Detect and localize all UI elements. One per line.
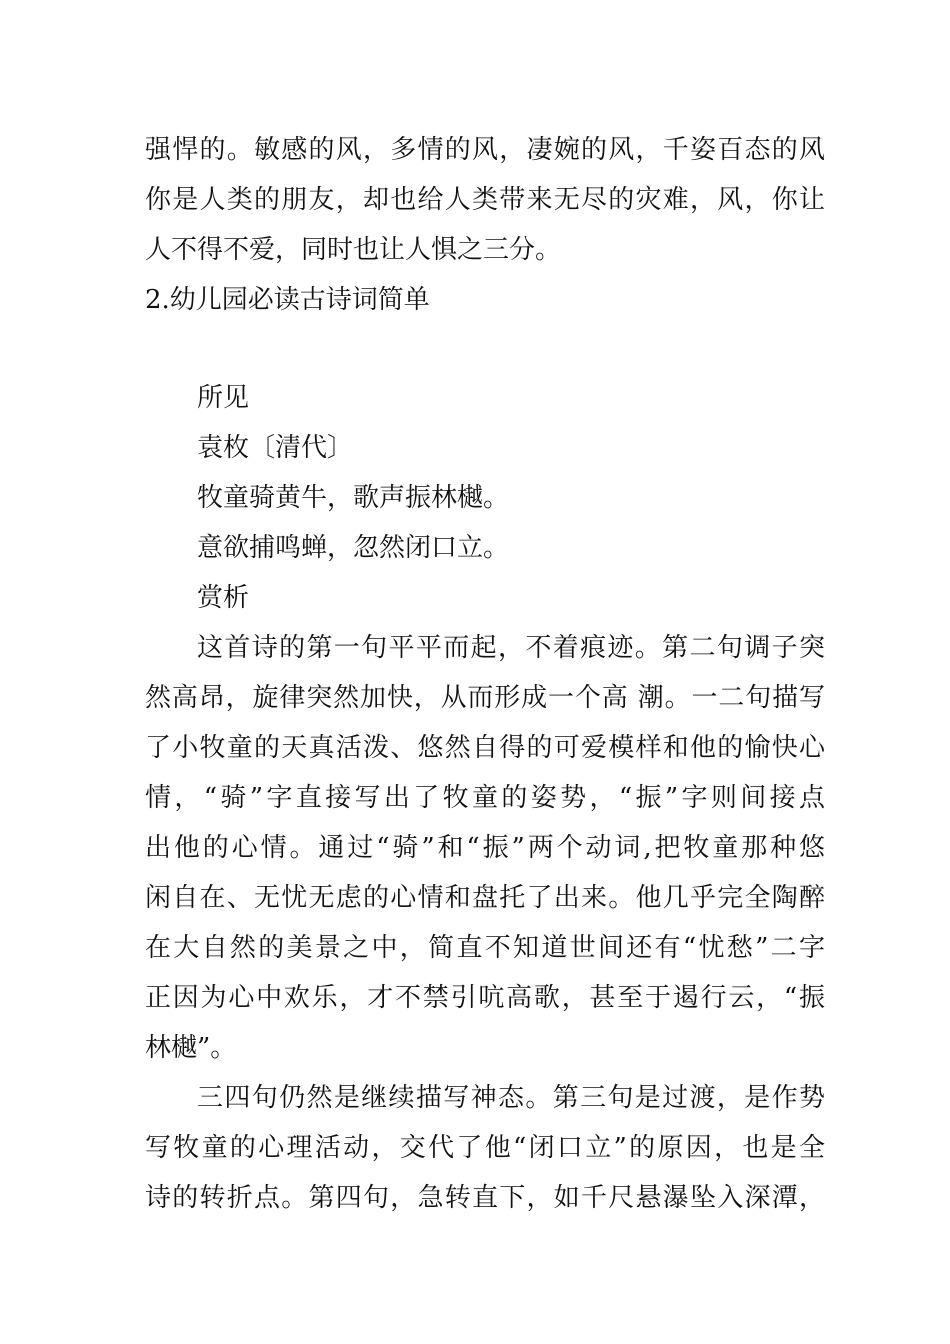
analysis-heading: 赏析 [197, 583, 250, 613]
poem-line-2: 意欲捕鸣蝉，忽然闭口立。 [197, 533, 510, 563]
analysis-p2-line-2: 写牧童的心理活动，交代了他“闭口立”的原因，也是全 [145, 1133, 825, 1163]
poem-author: 袁枚〔清代〕 [197, 433, 354, 463]
analysis-p2-line-3: 诗的转折点。第四句，急转直下，如千尺悬瀑坠入深潭， [145, 1183, 825, 1213]
top-paragraph-line-3: 人不得不爱，同时也让人惧之三分。 [145, 235, 562, 265]
analysis-p1-line-7: 在大自然的美景之中，简直不知道世间还有“忧愁”二字 [145, 933, 825, 963]
analysis-p1-line-2: 然高昂，旋律突然加快，从而形成一个高 潮。一二句描写 [145, 683, 825, 713]
analysis-p1-line-6: 闲自在、无忧无虑的心情和盘托了出来。他几乎完全陶醉 [145, 883, 825, 913]
poem-title: 所见 [197, 383, 250, 413]
analysis-p1-line-1: 这首诗的第一句平平而起，不着痕迹。第二句调子突 [197, 633, 825, 663]
analysis-p1-line-9: 林樾”。 [145, 1033, 237, 1063]
top-paragraph-line-2: 你是人类的朋友，却也给人类带来无尽的灾难，风，你让 [145, 185, 825, 215]
poem-line-1: 牧童骑黄牛，歌声振林樾。 [197, 483, 510, 513]
analysis-p2-line-1: 三四句仍然是继续描写神态。第三句是过渡，是作势 [197, 1083, 825, 1113]
analysis-p1-line-3: 了小牧童的天真活泼、悠然自得的可爱模样和他的愉快心 [145, 733, 825, 763]
analysis-p1-line-8: 正因为心中欢乐，才不禁引吭高歌，甚至于遏行云，“振 [145, 983, 825, 1013]
top-paragraph-line-1: 强悍的。敏感的风，多情的风，凄婉的风，千姿百态的风 [145, 135, 825, 165]
analysis-p1-line-5: 出他的心情。通过“骑”和“振”两个动词,把牧童那种悠 [145, 833, 825, 863]
section-heading: 2.幼儿园必读古诗词简单 [145, 285, 430, 315]
analysis-p1-line-4: 情，“骑”字直接写出了牧童的姿势，“振”字则间接点 [145, 783, 825, 813]
